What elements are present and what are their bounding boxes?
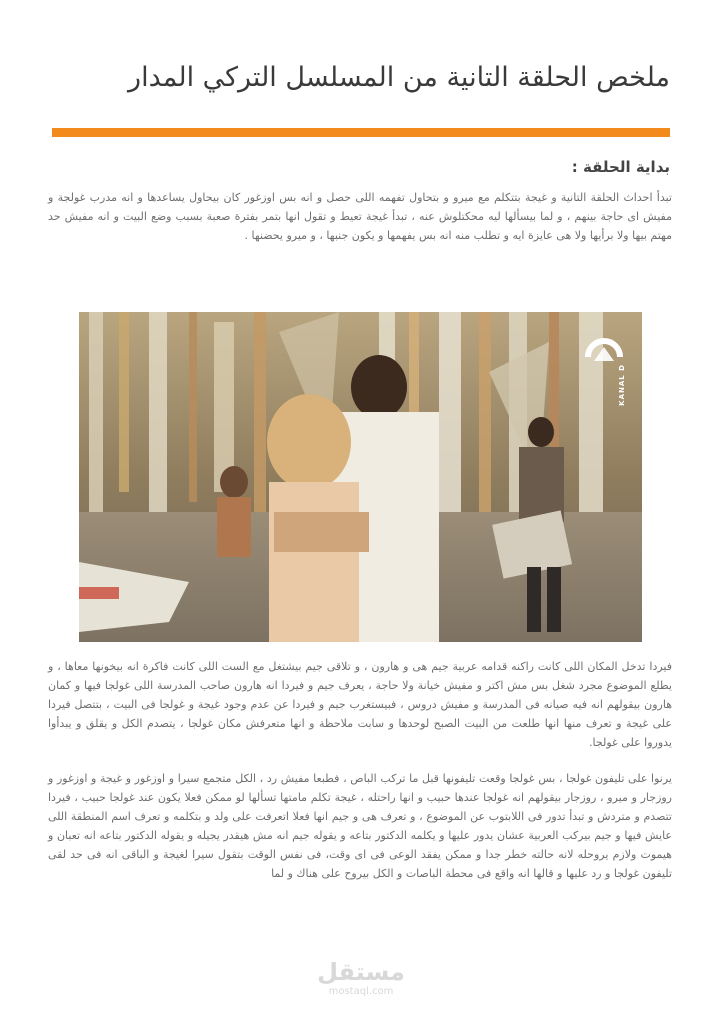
paragraph-intro: تبدأ احداث الحلقة التانية و غيجة بتتكلم مع ميرو و بتحاول تفهمه اللى حصل و انه بس اوزغور كان بيحاول يساعدها و انه مدرب غولجة و مفيش اى حاجة بينهم ، و لما بيسألها ليه محكتلوش عنه ، تبدأ غيجة تعيط و تقول انها بتمر بفترة صعبة بسبب وضع البيت و انه مفيش حد مهتم بيها ولا برأيها ولا هى عايزة ايه و تطلب منه انه بس يفهمها و يكون جنبها ، و ميرو يحضنها . — [48, 191, 672, 242]
channel-logo-text: KANAL D — [618, 364, 626, 406]
site-watermark — [311, 958, 411, 998]
paragraph-phone: يرنوا على تليفون غولجا ، بس غولجا وقعت تليفونها قبل ما تركب الباص ، فطبعا مفيش رد ، الكل متجمع سيرا و اوزغور و غيجة و اوزغور و روزجار و ميرو ، روزجار بيقولهم انه غولجا عندها حبيب و انها راحتله ، غيجة تكلم مامتها تسألها لو ممكن فعلا يكون عند غولجا حبيب ، فيردا تتصدم و متردش و تبدأ تدور فى اللابتوب عن الموضوع ، و تعرف هى و جيم انها فعلا اتعرفت على ولد و بتكلمه و تعرف اسم المنطقة اللى عايش فيها و جيم بيركب العربية عشان يدور عليها و يكلمه الدكتور بتاعه و يقوله جيم انه مش هيقدر يجيله و يقوله الدكتور بتاعه انه تعبان و هيموت ولازم يروحله لانه حالته خطر جدا و ممكن يفقد الوعى فى اى وقت، فى نفس الوقت بتقول سيرا لغيجة و الباقى انه فى حد لقى تليفون غولجا و رد عليها و قالها انه واقع فى محطة الباصات و الكل بيروح على هناك و لما — [48, 772, 672, 880]
watermark-url: mostaql.com — [328, 986, 394, 997]
watermark-brand: مستقل — [317, 958, 405, 986]
photo-scene — [79, 312, 642, 642]
page-title: ملخص الحلقة التانية من المسلسل التركي المدار — [128, 62, 670, 93]
paragraph-search: فيردا تدخل المكان اللى كانت راكنه قدامه عربية جيم هى و هارون ، و تلاقى جيم بيشتغل مع الست اللى كانت فاكرة انه بيخونها معاها ، و يطلع الموضوع مجرد شغل بس مش اكتر و مفيش خيانة ولا حاجة ، يعرف جيم و فيردا انه هارون صاحب المدرسة اللى غولجا فيها و كمان هارون بيقولهم انه فيه صيانه فى المدرسة و مفيش دروس ، فبيستغرب جيم و فيردا عن عدم وجود غيجة و غولجا فى البيت ، بتتصل فيردا على غيجة و تعرف منها انها طلعت من البيت الصبح لوحدها و سابت ملاحظة و انها متعرفش مكان غولجا ، يتصدم الكل و يقلق و يبدأوا يدوروا على غولجا. — [48, 660, 672, 749]
section-heading: بداية الحلقة : — [571, 158, 670, 176]
title-divider — [52, 128, 670, 137]
episode-photo — [79, 312, 642, 642]
